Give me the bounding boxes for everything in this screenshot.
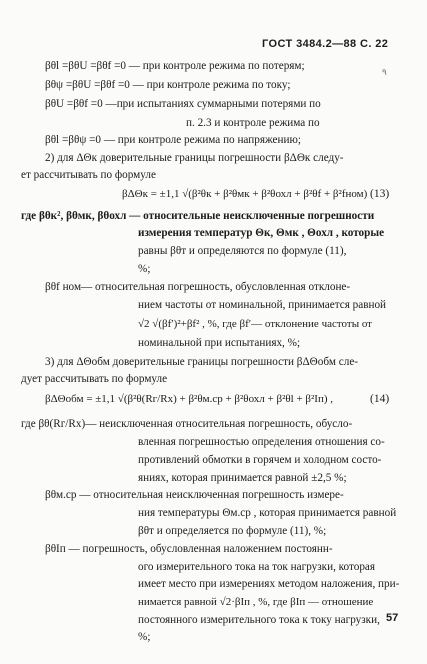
page-header: ГОСТ 3484.2—88 С. 22	[262, 38, 389, 50]
text-line: дует рассчитывать по формуле	[21, 373, 168, 385]
text-line: равны βθт и определяются по формуле (11),	[138, 245, 347, 257]
text-line: βθт и определяется по формуле (11), %;	[138, 525, 327, 537]
text-line: противлений обмотки в горячем и холодном состо-	[138, 454, 382, 466]
page-number: 57	[386, 612, 399, 624]
text-line: п. 2.3 и контроле режима по	[186, 117, 320, 129]
corner-mark: ٩	[382, 67, 387, 77]
formula-13: βΔΘк = ±1,1 √(β²θк + β²θмк + β²θохл + β²θf + β²fном)	[122, 188, 368, 200]
text-line: нием частоты от номинальной, принимается равной	[138, 299, 387, 311]
formula-number-14: (14)	[370, 393, 390, 405]
text-line: βθIп — погрешность, обусловленная наложением постоянн-	[45, 543, 333, 555]
text-line: яниях, которая принимается равной ±2,5 %;	[138, 472, 347, 484]
text-line: постоянного измерительного тока к току нагрузки,	[138, 614, 380, 626]
text-line: βθl =βθU =βθf =0 — при контроле режима по потерям;	[45, 60, 305, 72]
text-line: нимается равной √2·βIп , %, где βIп — отношение	[138, 596, 374, 608]
text-line: ния температуры Θм.ср , которая принимается равной	[138, 507, 397, 519]
text-line: βθf ном— относительная погрешность, обусловленная отклоне-	[45, 281, 351, 293]
text-line: √2 √(βf′)²+βf² , %, где βf′— отклонение частоты от	[138, 318, 372, 330]
text-line: 3) для ΔΘобм доверительные границы погрешности βΔΘобм сле-	[45, 356, 359, 368]
text-line: βθψ =βθU =βθf =0 — при контроле режима по току;	[45, 79, 291, 91]
text-line: βθU =βθf =0 —при испытаниях суммарными потерями по	[45, 98, 321, 110]
text-line: βθм.ср — относительная неисключенная погрешность измере-	[45, 489, 344, 501]
text-line: номинальной при испытаниях, %;	[138, 337, 301, 349]
text-line: имеет место при измерениях методом наложения, при-	[138, 578, 400, 590]
text-line: 2) для ΔΘк доверительные границы погрешности βΔΘк следу-	[45, 152, 344, 164]
text-line: %;	[138, 631, 151, 643]
text-line: %;	[138, 263, 151, 275]
text-line: ого измерительного тока на ток нагрузки, которая	[138, 561, 376, 573]
formula-number-13: (13)	[370, 188, 390, 200]
text-line: ет рассчитывать по формуле	[21, 169, 156, 181]
text-line: измерения температур Θк, Θмк , Θохл , которые	[138, 227, 385, 239]
text-line: βθl =βθψ =0 — при контроле режима по напряжению;	[45, 134, 301, 146]
text-line: вленная погрешностью определения отношения со-	[138, 436, 385, 448]
text-line: где βθк², βθмк, βθохл — относительные неисключенные погрешности	[21, 210, 375, 222]
formula-14: βΔΘобм = ±1,1 √(β²θ(Rг/Rх) + β²θм.ср + β²θохл + β²θl + β²Iп) ,	[45, 393, 334, 405]
text-line: где βθ(Rг/Rх)— неисключенная относительная погрешность, обусло-	[21, 418, 353, 430]
